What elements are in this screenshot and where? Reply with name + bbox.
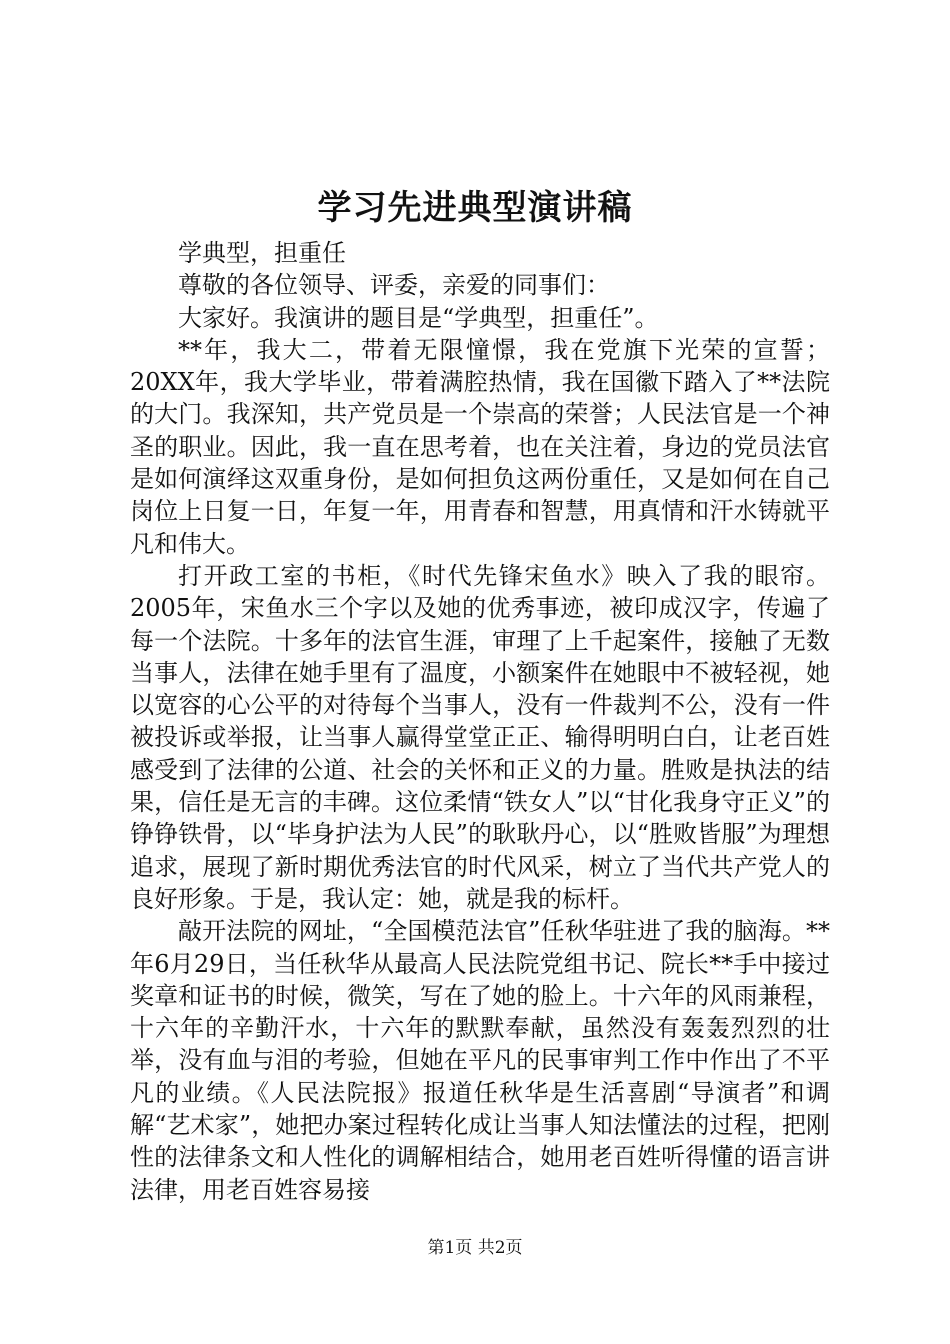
document-body bbox=[130, 237, 830, 1206]
salutation-paragraph: 尊敬的各位领导、评委，亲爱的同事们： bbox=[178, 271, 610, 300]
page-number-footer: 第1页 共2页 bbox=[427, 1238, 523, 1258]
body-paragraph: **年，我大二，带着无限憧憬，我在党旗下光荣的宣誓；20XX年，我大学毕业，带着满腔热情，我在国徽下踏入了**法院的大门。我深知，共产党员是一个崇高的荣誉；人民法官是一个神圣的职业。因此，我一直在思考着，也在关注着，身边的党员法官是如何演绎这双重身份，是如何担负这两份重任，又是如何在自己岗位上日复一日，年复一年，用青春和智慧，用真情和汗水铸就平凡和伟大。 bbox=[130, 335, 830, 558]
document-title: 学习先进典型演讲稿 bbox=[317, 188, 633, 228]
body-paragraph: 敲开法院的网址，“全国模范法官”任秋华驻进了我的脑海。**年6月29日，当任秋华从最高人民法院党组书记、院长**手中接过奖章和证书的时候，微笑，写在了她的脸上。十六年的风雨兼程，十六年的辛勤汗水，十六年的默默奉献，虽然没有轰轰烈烈的壮举，没有血与泪的考验，但她在平凡的民事审判工作中作出了不平凡的业绩。《人民法院报》报道任秋华是生活喜剧“导演者”和调解“艺术家”，她把办案过程转化成让当事人知法懂法的过程，把刚性的法律条文和人性化的调解相结合，她用老百姓听得懂的语言讲法律，用老百姓容易接 bbox=[130, 917, 830, 1204]
greeting-paragraph: 大家好。我演讲的题目是“学典型，担重任”。 bbox=[178, 303, 659, 332]
body-paragraph: 打开政工室的书柜，《时代先锋宋鱼水》映入了我的眼帘。2005年，宋鱼水三个字以及她的优秀事迹，被印成汉字，传遍了每一个法院。十多年的法官生涯，审理了上千起案件，接触了无数当事人，法律在她手里有了温度，小额案件在她眼中不被轻视，她以宽容的心公平的对待每个当事人，没有一件裁判不公，没有一件被投诉或举报，让当事人赢得堂堂正正、输得明明白白，让老百姓感受到了法律的公道、社会的关怀和正义的力量。胜败是执法的结果，信任是无言的丰碑。这位柔情“铁女人”以“甘化我身守正义”的铮铮铁骨，以“毕身护法为人民”的耿耿丹心，以“胜败皆服”为理想追求，展现了新时期优秀法官的时代风采，树立了当代共产党人的良好形象。于是，我认定：她，就是我的标杆。 bbox=[130, 561, 830, 913]
speech-subtitle-paragraph: 学典型，担重任 bbox=[178, 239, 346, 267]
